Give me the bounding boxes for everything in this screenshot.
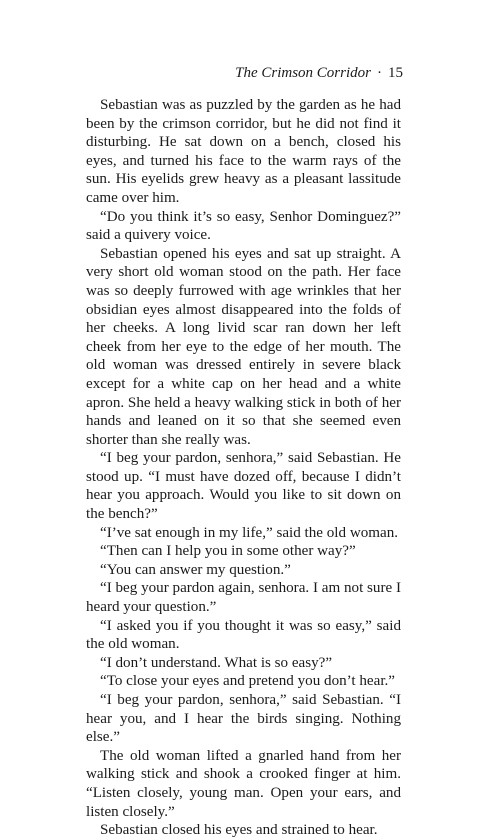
body-text — [86, 96, 401, 840]
paragraph: “I beg your pardon, senhora,” said Sebastian. “I hear you, and I hear the birds singing. Nothing else.” — [86, 692, 401, 746]
paragraph: “You can answer my question.” — [100, 561, 291, 578]
paragraph: “I beg your pardon, senhora,” said Sebastian. He stood up. “I must have dozed off, because I didn’t hear you approach. Would you like to sit down on the bench?” — [86, 450, 401, 523]
page-number: 15 — [388, 65, 403, 81]
header-separator: · — [377, 65, 382, 81]
paragraph: “I asked you if you thought it was so easy,” said the old woman. — [86, 617, 401, 653]
paragraph: “To close your eyes and pretend you don’t hear.” — [100, 673, 395, 690]
chapter-title: The Crimson Corridor — [235, 65, 371, 81]
paragraph: “I’ve sat enough in my life,” said the old woman. — [100, 524, 399, 541]
paragraph: “I don’t understand. What is so easy?” — [100, 654, 333, 671]
paragraph: Sebastian opened his eyes and sat up straight. A very short old woman stood on the path. Her face was so deeply furrowed with age wrinkles that her obsidian eyes almost disappeared into the folds of her cheeks. A long livid scar ran down her left cheek from her eye to the edge of her mouth. The old woman was dressed entirely in severe black except for a white cap on her head and a white apron. She held a heavy walking stick in both of her hands and leaned on it so that she seemed even shorter than she really was. — [86, 245, 401, 448]
paragraph: “Do you think it’s so easy, Senhor Dominguez?” said a quivery voice. — [86, 208, 401, 244]
paragraph: “I beg your pardon again, senhora. I am not sure I heard your question.” — [86, 580, 401, 616]
paragraph: “Then can I help you in some other way?” — [100, 543, 356, 560]
paragraph: Sebastian closed his eyes and strained to hear. — [100, 822, 378, 839]
paragraph: The old woman lifted a gnarled hand from her walking stick and shook a crooked finger at him. “Listen closely, young man. Open your ears, and listen closely.” — [86, 747, 401, 820]
running-head — [235, 64, 403, 82]
paragraph: Sebastian was as puzzled by the garden as he had been by the crimson corridor, but he did not find it disturbing. He sat down on a bench, closed his eyes, and turned his face to the warm rays of the sun. His eyelids grew heavy as a pleasant lassitude came over him. — [86, 97, 401, 206]
